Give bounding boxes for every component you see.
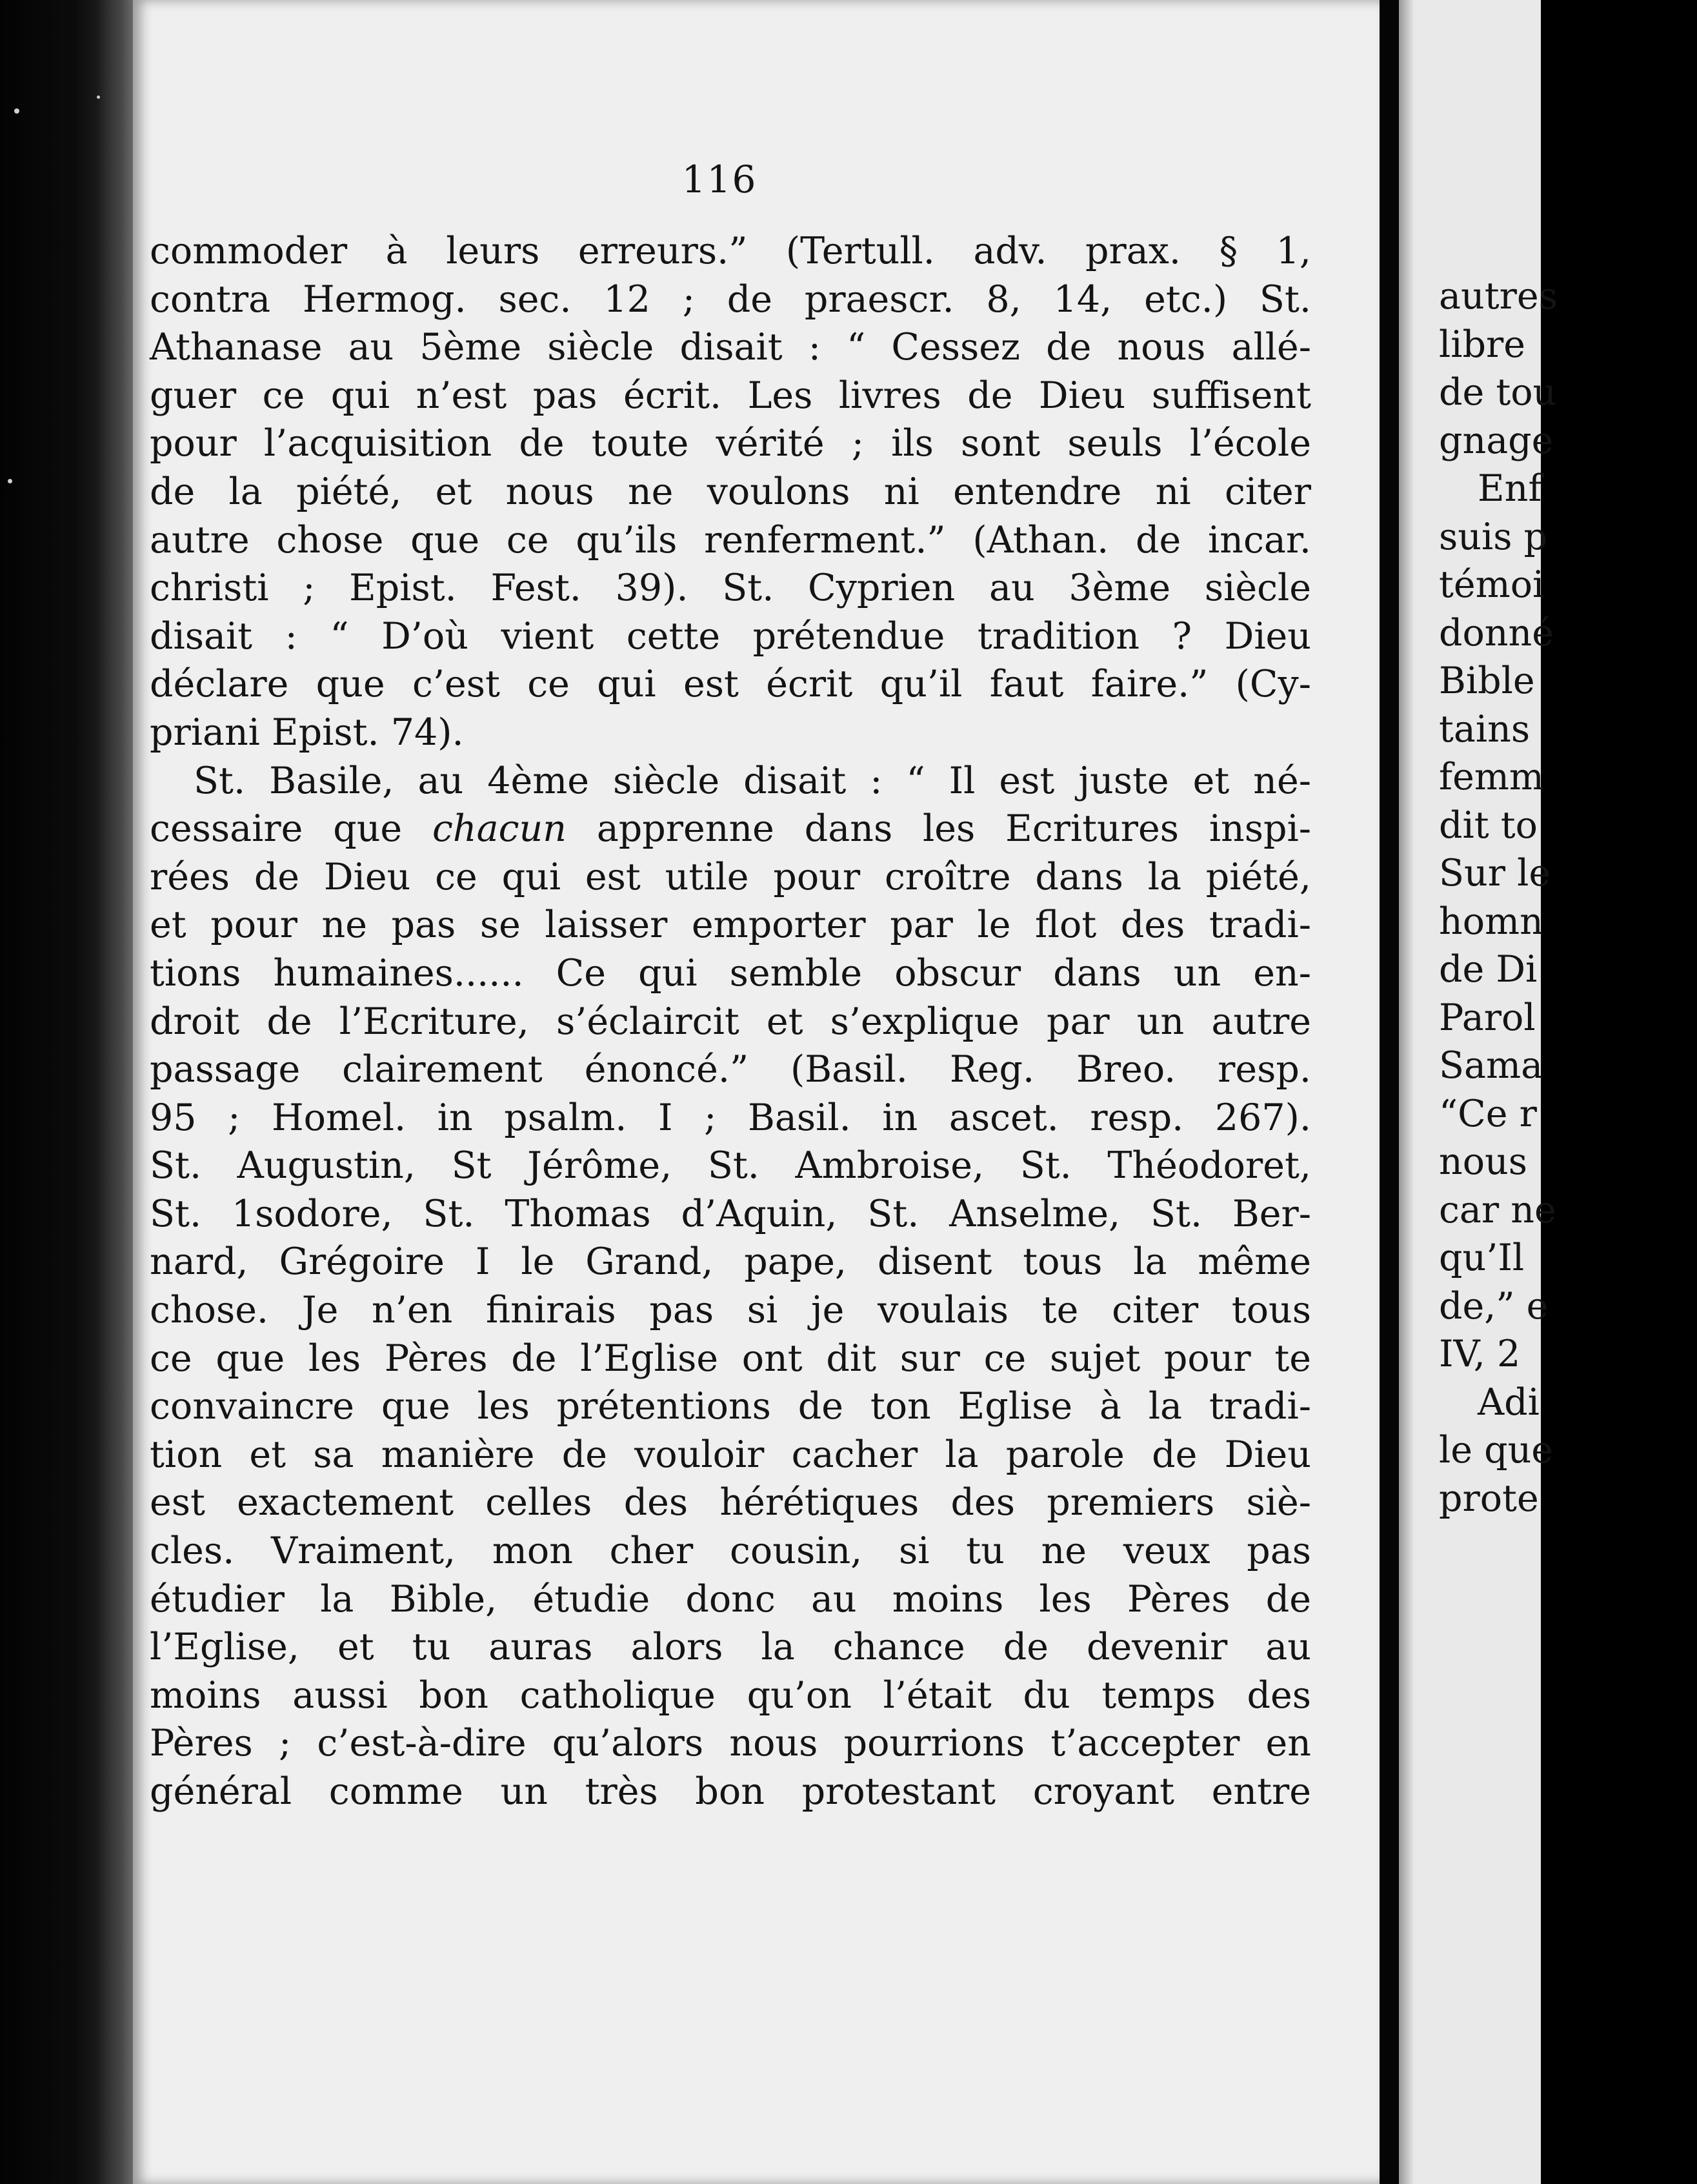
scan-speck xyxy=(8,479,12,483)
text-line: tions humaines...... Ce qui semble obscur dans un en- xyxy=(150,951,1311,995)
text-line: moins aussi bon catholique qu’on l’était du temps des xyxy=(150,1673,1311,1717)
text-line: étudier la Bible, étudie donc au moins les Pères de xyxy=(150,1577,1311,1621)
text-line: droit de l’Ecriture, s’éclaircit et s’explique par un autre xyxy=(150,1000,1311,1043)
page-divider xyxy=(1380,0,1399,2184)
text-line: pour l’acquisition de toute vérité ; ils sont seuls l’école xyxy=(150,422,1311,465)
facing-text-line: femm xyxy=(1439,756,1544,798)
text-line: St. Augustin, St Jérôme, St. Ambroise, St. Théodoret, xyxy=(150,1144,1311,1188)
text-line: est exactement celles des hérétiques des premiers siè- xyxy=(150,1481,1311,1524)
page-body-text xyxy=(150,227,1311,1816)
text-line: commoder à leurs erreurs.” (Tertull. adv. prax. § 1, xyxy=(150,230,1311,272)
facing-text-line: dit to xyxy=(1439,804,1538,847)
scan-speck xyxy=(97,96,100,99)
text-line: Pères ; c’est-à-dire qu’alors nous pourrions t’accepter en xyxy=(150,1722,1311,1765)
facing-text-line: suis p xyxy=(1439,515,1548,558)
text-line: St. 1sodore, St. Thomas d’Aquin, St. Anselme, St. Ber- xyxy=(150,1192,1311,1235)
facing-text-line: Sama xyxy=(1439,1044,1543,1087)
page-number: 116 xyxy=(681,157,758,201)
text-line: ce que les Pères de l’Eglise ont dit sur ce sujet pour te xyxy=(150,1337,1311,1380)
facing-text-line: de,” e xyxy=(1439,1284,1549,1328)
facing-text-line: homn xyxy=(1439,900,1543,943)
facing-text-line: de Di xyxy=(1439,948,1538,991)
text-line: Athanase au 5ème siècle disait : “ Cessez de nous allé- xyxy=(150,326,1311,369)
facing-text-line: Parol xyxy=(1439,996,1536,1039)
facing-text-line: de tou xyxy=(1439,371,1557,414)
facing-text-line: gnage xyxy=(1439,419,1554,462)
text-line: priani Epist. 74). xyxy=(150,711,464,754)
text-line: rées de Dieu ce qui est utile pour croître dans la piété, xyxy=(150,855,1311,898)
text-line xyxy=(150,805,1311,853)
text-line: et pour ne pas se laisser emporter par le flot des tradi- xyxy=(150,904,1311,947)
text-line: St. Basile, au 4ème siècle disait : “ Il est juste et né- xyxy=(194,759,1311,802)
text-line: cles. Vraiment, mon cher cousin, si tu ne veux pas xyxy=(150,1530,1311,1573)
facing-text-line: Enf xyxy=(1478,467,1542,510)
facing-page xyxy=(1399,0,1558,2184)
text-line: nard, Grégoire I le Grand, pape, disent tous la même xyxy=(150,1240,1311,1284)
text-line: de la piété, et nous ne voulons ni entendre ni citer xyxy=(150,470,1311,513)
scan-speck xyxy=(14,108,19,114)
facing-text-line: autres xyxy=(1439,275,1558,318)
facing-text-line: “Ce r xyxy=(1439,1092,1537,1135)
facing-text-line: Bible xyxy=(1439,660,1535,702)
facing-text-line: libre xyxy=(1439,323,1525,366)
facing-text-line: tains xyxy=(1439,707,1531,751)
text-line: contra Hermog. sec. 12 ; de praescr. 8, 14, etc.) St. xyxy=(150,278,1311,321)
text-line: tion et sa manière de vouloir cacher la parole de Dieu xyxy=(150,1433,1311,1476)
text-line-segment: cessaire que xyxy=(150,807,432,851)
text-line: disait : “ D’où vient cette prétendue tradition ? Dieu xyxy=(150,614,1311,658)
facing-text-line: prote xyxy=(1439,1477,1539,1520)
facing-text-line: nous xyxy=(1439,1140,1527,1183)
text-line: guer ce qui n’est pas écrit. Les livres de Dieu suffisent xyxy=(150,374,1311,417)
facing-text-line: le que xyxy=(1439,1429,1554,1471)
facing-text-line: Sur le xyxy=(1439,852,1551,895)
text-line: convaincre que les prétentions de ton Eglise à la tradi- xyxy=(150,1385,1311,1428)
facing-text-line: car ne xyxy=(1439,1188,1556,1231)
text-line: autre chose que ce qu’ils renferment.” (Athan. de incar. xyxy=(150,518,1311,561)
facing-text-line: qu’Il xyxy=(1439,1237,1525,1279)
facing-text-line: témoi xyxy=(1439,563,1545,606)
text-line: 95 ; Homel. in psalm. I ; Basil. in ascet. resp. 267). xyxy=(150,1096,1311,1139)
text-line-segment: apprenne dans les Ecritures inspi- xyxy=(566,807,1311,851)
text-line: l’Eglise, et tu auras alors la chance de devenir au xyxy=(150,1626,1311,1669)
text-line: général comme un très bon protestant croyant entre xyxy=(150,1770,1311,1813)
facing-page-shade xyxy=(1399,0,1414,2184)
text-line: christi ; Epist. Fest. 39). St. Cyprien au 3ème siècle xyxy=(150,567,1311,610)
facing-text-line: IV, 2 xyxy=(1439,1333,1521,1375)
facing-text-line: donné xyxy=(1439,611,1554,654)
text-line: chose. Je n’en finirais pas si je voulais te citer tous xyxy=(150,1289,1311,1332)
text-line: déclare que c’est ce qui est écrit qu’il faut faire.” (Cy- xyxy=(150,663,1311,706)
facing-page-text xyxy=(1439,272,1697,1522)
italic-word: chacun xyxy=(432,807,567,851)
facing-text-line: Adi xyxy=(1478,1380,1540,1424)
text-line: passage clairement énoncé.” (Basil. Reg. Breo. resp. xyxy=(150,1048,1311,1091)
